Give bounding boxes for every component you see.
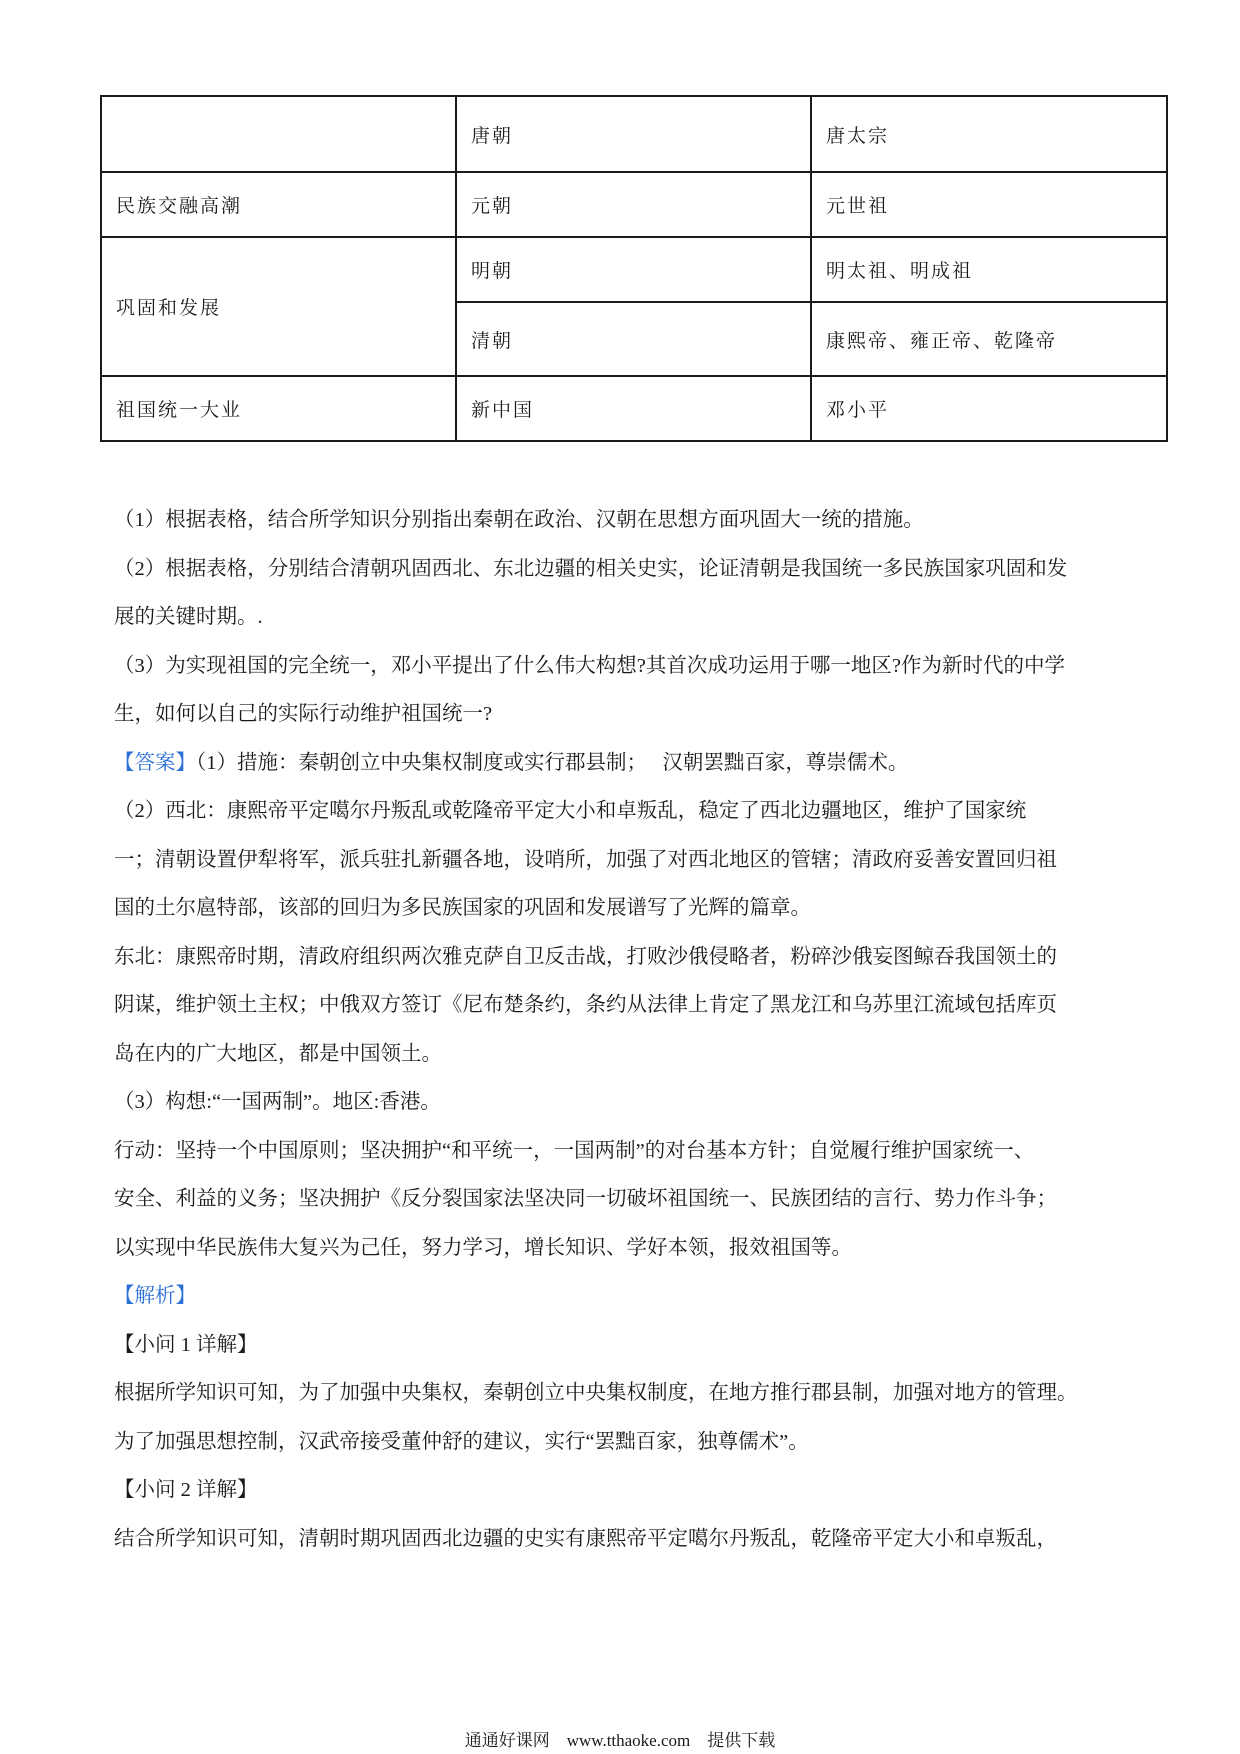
question-2-line: 展的关键时期。. (114, 606, 263, 628)
table-row (101, 96, 1167, 172)
answer-3-line: 安全、利益的义务；坚决拥护《反分裂国家法坚决同一切破坏祖国统一、民族团结的言行、势力作斗争； (114, 1188, 1057, 1210)
answer-2-line: 岛在内的广大地区，都是中国领土。 (114, 1042, 442, 1065)
sub-question-1-label: 【小问 1 详解】 (114, 1333, 258, 1356)
table-cell: 明朝 (456, 237, 811, 302)
question-content (114, 496, 1136, 1563)
answer-label: 【答案】 (114, 751, 196, 774)
table-row (101, 376, 1167, 441)
answer-text: （1）措施：秦朝创立中央集权制度或实行郡县制； 汉朝罢黜百家，尊崇儒术。 (196, 751, 909, 774)
answer-2-line: 东北：康熙帝时期，清政府组织两次雅克萨自卫反击战，打败沙俄侵略者，粉碎沙俄妄图鲸吞我国领土的 (114, 945, 1057, 968)
answer-2-line: 阴谋，维护领土主权；中俄双方签订《尼布楚条约，条约从法律上肯定了黑龙江和乌苏里江流域包括库页 (114, 994, 1057, 1016)
table-cell (101, 96, 456, 172)
answer-2-line: 一；清朝设置伊犁将军，派兵驻扎新疆各地，设哨所，加强了对西北地区的管辖；清政府妥善安置回归祖 (114, 848, 1057, 871)
page-footer: 通通好课网 www.tthaoke.com 提供下载 (464, 1731, 776, 1750)
question-3-line: 生，如何以自己的实际行动维护祖国统一? (114, 703, 493, 725)
table-cell: 唐太宗 (811, 96, 1167, 172)
answer-1 (114, 739, 1136, 788)
question-1: （1）根据表格，结合所学知识分别指出秦朝在政治、汉朝在思想方面巩固大一统的措施。 (114, 509, 924, 531)
analysis-1-line: 为了加强思想控制，汉武帝接受董仲舒的建议，实行“罢黜百家，独尊儒术”。 (114, 1430, 809, 1453)
analysis-label: 【解析】 (114, 1285, 196, 1307)
table-cell: 康熙帝、雍正帝、乾隆帝 (811, 302, 1167, 376)
table-cell: 明太祖、明成祖 (811, 237, 1167, 302)
table-cell: 元世祖 (811, 172, 1167, 237)
analysis-2-line: 结合所学知识可知，清朝时期巩固西北边疆的史实有康熙帝平定噶尔丹叛乱，乾隆帝平定大小和卓叛乱， (114, 1527, 1057, 1550)
table-cell: 清朝 (456, 302, 811, 376)
dynasty-table (100, 95, 1168, 442)
analysis-1-line: 根据所学知识可知，为了加强中央集权，秦朝创立中央集权制度，在地方推行郡县制，加强对地方的管理。 (114, 1382, 1078, 1404)
question-2-line: （2）根据表格，分别结合清朝巩固西北、东北边疆的相关史实，论证清朝是我国统一多民族国家巩固和发 (114, 557, 1068, 580)
answer-3-line: 以实现中华民族伟大复兴为己任，努力学习，增长知识、学好本领，报效祖国等。 (114, 1236, 852, 1259)
table-cell: 元朝 (456, 172, 811, 237)
table-cell: 新中国 (456, 376, 811, 441)
table-cell: 唐朝 (456, 96, 811, 172)
table-cell: 邓小平 (811, 376, 1167, 441)
answer-3-line: （3）构想:“一国两制”。地区:香港。 (114, 1091, 441, 1113)
table-cell: 巩固和发展 (101, 237, 456, 376)
answer-3-line: 行动：坚持一个中国原则；坚决拥护“和平统一，一国两制”的对台基本方针；自觉履行维护国家统一、 (114, 1139, 1035, 1162)
answer-2-line: （2）西北：康熙帝平定噶尔丹叛乱或乾隆帝平定大小和卓叛乱，稳定了西北边疆地区，维护了国家统 (114, 800, 1027, 822)
sub-question-2-label: 【小问 2 详解】 (114, 1479, 258, 1501)
table-row (101, 237, 1167, 302)
table-cell: 民族交融高潮 (101, 172, 456, 237)
question-3-line: （3）为实现祖国的完全统一，邓小平提出了什么伟大构想?其首次成功运用于哪一地区?作为新时代的中学 (114, 654, 1065, 677)
answer-2-line: 国的土尔扈特部，该部的回归为多民族国家的巩固和发展谱写了光辉的篇章。 (114, 897, 811, 919)
table-row (101, 172, 1167, 237)
table-cell: 祖国统一大业 (101, 376, 456, 441)
